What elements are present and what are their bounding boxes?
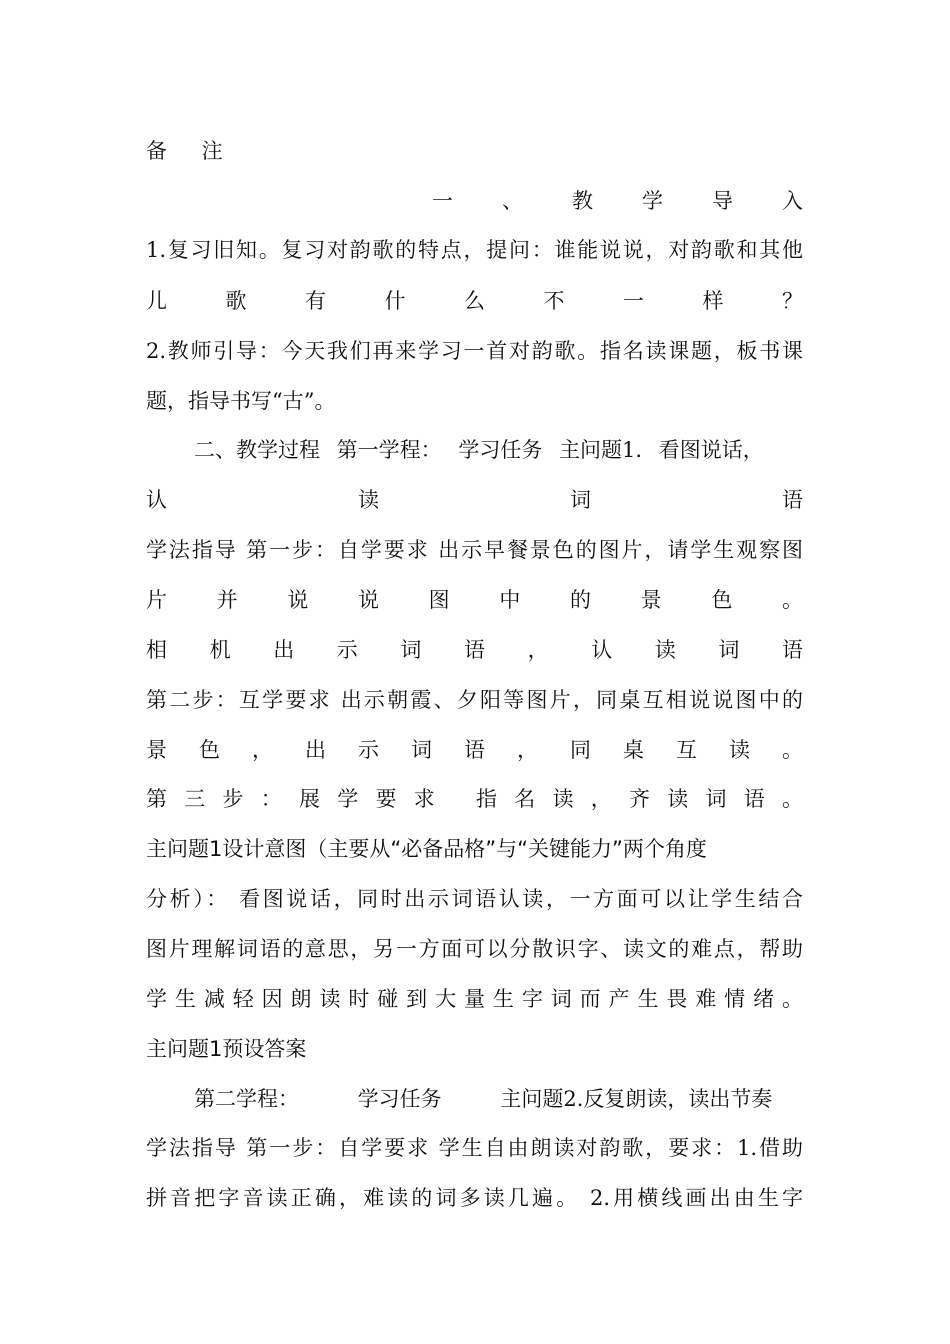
paragraph-line: 主问题1设计意图（主要从“必备品格”与“关键能力”两个角度 [146,837,707,861]
paragraph-line: 2.教师引导：今天我们再来学习一首对韵歌。指名读课题，板书课 [146,339,803,363]
paragraph-line: 图片理解词语的意思，另一方面可以分散识字、读文的难点，帮助 [146,937,803,961]
paragraph-line: 第二步：互学要求 出示朝霞、夕阳等图片，同桌互相说说图中的 [146,688,803,712]
paragraph-line: 相机出示词语，认读词语 [146,638,803,662]
paragraph-line: 主问题1预设答案 [146,1037,307,1061]
section-heading-second-stage: 第二学程： 学习任务 主问题2.反复朗读，读出节奏 [194,1087,773,1111]
paragraph-line: 认读词语 [146,488,803,512]
paragraph-line: 第三步：展学要求 指名读，齐读词语。 [146,787,803,811]
paragraph-line: 分析）： 看图说话，同时出示词语认读，一方面可以让学生结合 [146,887,803,911]
remark-label: 备 注 [146,139,237,163]
paragraph-line: 学法指导 第一步：自学要求 学生自由朗读对韵歌，要求：1.借助 [146,1136,803,1160]
paragraph-line: 学法指导 第一步：自学要求 出示早餐景色的图片，请学生观察图 [146,538,803,562]
paragraph-line: 学生减轻因朗读时碰到大量生字词而产生畏难情绪。 [146,987,803,1011]
paragraph-line: 景色，出示词语，同桌互读。 [146,738,803,762]
paragraph-line: 儿歌有什么不一样？ [146,289,803,313]
paragraph-line: 拼音把字音读正确，难读的词多读几遍。 2.用横线画出由生字 [146,1186,803,1210]
paragraph-line: 题，指导书写“古”。 [146,389,336,413]
paragraph-line: 1.复习旧知。复习对韵歌的特点，提问：谁能说说，对韵歌和其他 [146,238,803,262]
paragraph-line: 片并说说图中的景色。 [146,588,803,612]
section-heading-teaching-process: 二、教学过程 第一学程： 学习任务 主问题1. 看图说话， [194,438,764,462]
section-heading-teaching-intro: 一、教学导入 [432,189,803,213]
